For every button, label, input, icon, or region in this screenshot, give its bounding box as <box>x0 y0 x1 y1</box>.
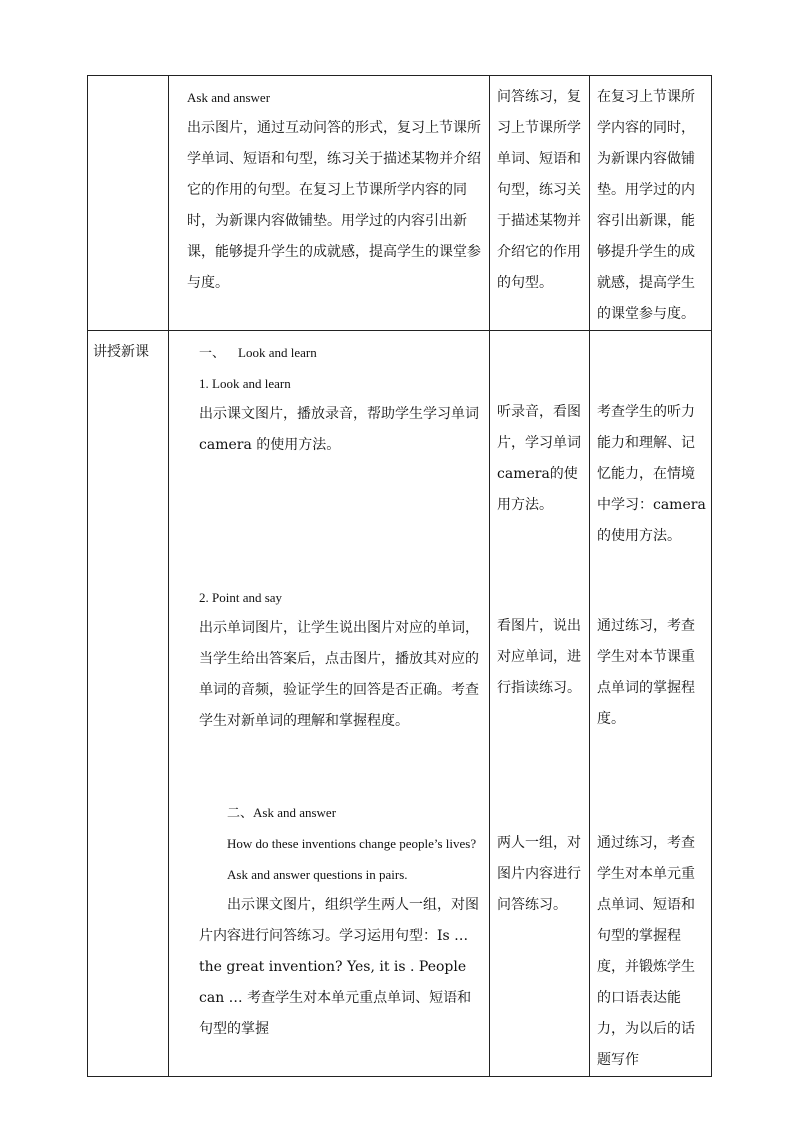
student-activity-text: 看图片，说出对应单词，进行指读练习。 <box>497 618 581 696</box>
section-title: 一、 Look and learn <box>199 345 317 360</box>
table-row <box>88 76 712 331</box>
teacher-activity-text: 出示单词图片，让学生说出图片对应的单词，当学生给出答案后，点击图片，播放其对应的单词的音频，验证学生的回答是否正确。考查学生对新单词的理解和掌握程度。 <box>199 620 479 729</box>
teacher-activity-text: 出示课文图片，组织学生两人一组，对图片内容进行问答练习。学习运用句型：Is … the great invention? Yes, it is . People can … 考查学生对本单元重点单词、短语和句型的掌握 <box>199 897 479 1037</box>
student-activity-text: 听录音，看图片，学习单词camera的使用方法。 <box>497 404 581 513</box>
student-activity-text: 两人一组，对图片内容进行问答练习。 <box>497 835 581 913</box>
pair-instruction: Ask and answer questions in pairs. <box>227 867 408 882</box>
design-purpose-text: 通过练习，考查学生对本节课重点单词的掌握程度。 <box>597 618 695 727</box>
student-activity-text: 问答练习，复习上节课所学单词、短语和句型，练习关于描述某物并介绍它的作用的句型。 <box>497 89 581 291</box>
teacher-activity-text: 出示课文图片，播放录音，帮助学生学习单词camera 的使用方法。 <box>199 406 479 453</box>
design-purpose-cell <box>590 331 712 1077</box>
design-purpose-text: 考查学生的听力能力和理解、记忆能力，在情境中学习：camera 的使用方法。 <box>597 404 706 544</box>
student-activity-cell <box>490 76 590 331</box>
stage-cell <box>88 331 169 1077</box>
section-heading: Ask and answer <box>187 90 271 105</box>
section-title: 二、Ask and answer <box>227 805 337 820</box>
design-purpose-text: 在复习上节课所学内容的同时，为新课内容做铺垫。用学过的内容引出新课，能够提升学生的成就感，提高学生的课堂参与度。 <box>597 89 695 322</box>
student-activity-cell <box>490 331 590 1077</box>
discussion-question: How do these inventions change people’s lives? <box>227 836 477 851</box>
stage-label <box>88 76 168 82</box>
teacher-activity-cell <box>169 76 490 331</box>
lesson-plan-table <box>87 75 712 1077</box>
teacher-activity-cell <box>169 331 490 1077</box>
design-purpose-cell <box>590 76 712 331</box>
table-row <box>88 331 712 1077</box>
stage-label: 讲授新课 <box>93 344 149 360</box>
stage-cell <box>88 76 169 331</box>
teacher-activity-text: 出示图片，通过互动问答的形式，复习上节课所学单词、短语和句型，练习关于描述某物并介绍它的作用的句型。在复习上节课所学内容的同时，为新课内容做铺垫。用学过的内容引出新课，能够提升学生的成就感，提高学生的课堂参与度。 <box>187 120 481 291</box>
subsection-title: 1. Look and learn <box>199 376 291 391</box>
design-purpose-text: 通过练习，考查学生对本单元重点单词、短语和句型的掌握程度，并锻炼学生的口语表达能力，为以后的话题写作 <box>597 835 695 1068</box>
subsection-title: 2. Point and say <box>199 590 283 605</box>
